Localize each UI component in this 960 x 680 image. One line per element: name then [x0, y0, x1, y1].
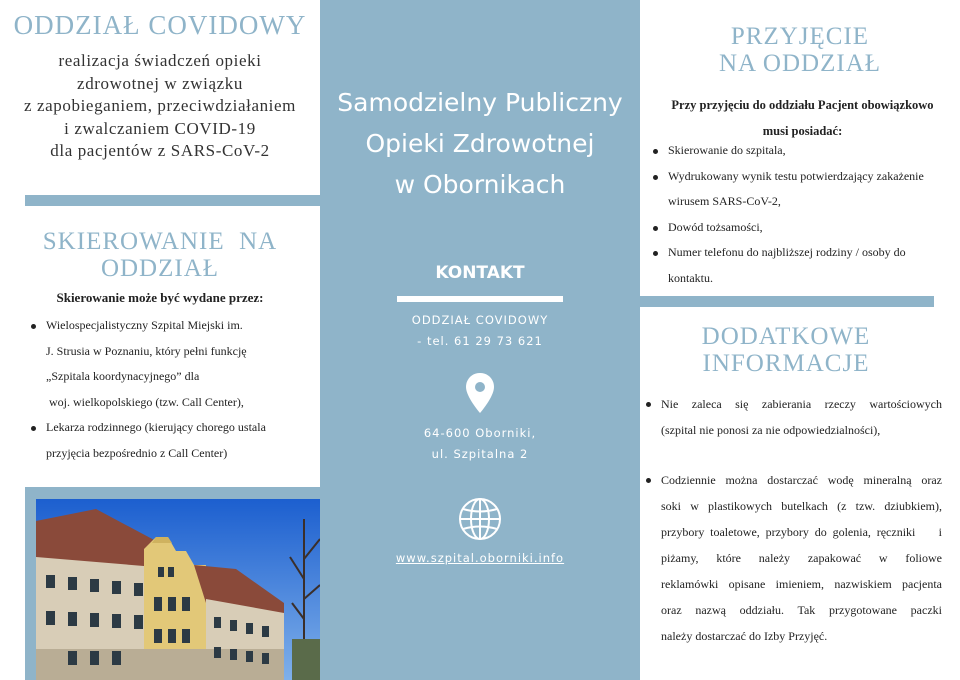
- bullet-icon: [653, 149, 658, 154]
- covid-ward-title: ODDZIAŁ COVIDOWY: [13, 10, 307, 40]
- covid-ward-subtitle: [0, 50, 320, 163]
- bullet-icon: [653, 226, 658, 231]
- list-item: [653, 240, 948, 291]
- list-item-line: Dowód tożsamości,: [668, 219, 763, 234]
- contact-underline: [397, 296, 563, 302]
- bullet-icon: [653, 175, 658, 180]
- list-item-line: Wydrukowany wynik testu potwierdzający zakażenie: [668, 168, 924, 183]
- referral-lead: Skierowanie może być wydane przez:: [56, 290, 264, 305]
- list-item: [653, 138, 948, 164]
- list-item-line: (szpital nie ponosi za nie odpowiedzialności),: [661, 423, 881, 437]
- admission-lead-line: musi posiadać:: [762, 124, 843, 138]
- list-item-line: kontaktu.: [668, 270, 713, 285]
- additional-info-item: [646, 467, 942, 649]
- referral-title-line: SKIEROWANIE NA: [42, 228, 278, 255]
- additional-info-title-line: DODATKOWE: [701, 323, 871, 350]
- subtitle-line: zdrowotnej w związku: [77, 73, 243, 93]
- additional-info-item: [646, 391, 942, 443]
- admission-lead: [660, 92, 945, 144]
- list-item-line: Nie zaleca się zabierania rzeczy wartościowych: [661, 397, 942, 411]
- list-item-line: Codziennie można dostarczać wodę mineralną oraz: [661, 473, 942, 487]
- address-line: 64-600 Oborniki,: [423, 426, 537, 440]
- list-item-line: „Szpitala koordynacyjnego” dla: [46, 369, 200, 383]
- list-item: [653, 164, 948, 215]
- list-item-line: Numer telefonu do najbliższej rodziny / osoby do: [668, 245, 906, 259]
- subtitle-line: realizacja świadczeń opieki: [58, 51, 262, 70]
- institution-name-line: w Obornikach: [394, 170, 566, 199]
- list-item-line: oraz nazwą oddziału. Tak przygotowane paczki: [661, 603, 942, 617]
- list-item-line: Skierowanie do szpitala,: [668, 143, 786, 157]
- referral-list: [31, 313, 311, 466]
- bullet-icon: [31, 324, 36, 329]
- contact-heading: KONTAKT: [435, 263, 525, 283]
- phone-number[interactable]: - tel. 61 29 73 621: [417, 334, 543, 348]
- bullet-icon: [646, 478, 651, 483]
- list-item-line: piżamy, które należy zapakować w foliowe: [661, 551, 942, 565]
- list-item: [646, 391, 942, 443]
- location-pin-icon: [466, 373, 494, 418]
- referral-title-line: ODDZIAŁ: [100, 255, 220, 282]
- additional-info-title: [640, 323, 932, 377]
- list-item-line: przyjęcia bezpośrednio z Call Center): [46, 445, 228, 460]
- admission-list: [653, 138, 948, 291]
- bullet-icon: [646, 402, 651, 407]
- website-link[interactable]: www.szpital.oborniki.info: [395, 551, 565, 565]
- list-item-line: woj. wielkopolskiego (tzw. Call Center),: [46, 394, 244, 409]
- institution-name: [320, 82, 640, 205]
- list-item-line: J. Strusia w Poznaniu, który pełni funkcję: [46, 343, 247, 358]
- list-item-line: Wielospecjalistyczny Szpital Miejski im.: [46, 318, 243, 332]
- admission-title-line: PRZYJĘCIE: [730, 23, 870, 50]
- additional-info-title-line: INFORMACJE: [702, 350, 870, 377]
- admission-title-line: NA ODDZIAŁ: [718, 50, 882, 77]
- referral-title: [0, 228, 320, 282]
- address-line: ul. Szpitalna 2: [431, 447, 529, 461]
- bullet-icon: [653, 251, 658, 256]
- list-item-line: należy dostarczać do Izby Przyjęć.: [661, 629, 828, 643]
- department-label: ODDZIAŁ COVIDOWY: [411, 313, 549, 327]
- subtitle-line: dla pacjentów z SARS-CoV-2: [50, 141, 270, 160]
- list-item: [646, 467, 942, 649]
- hospital-building-photo: [36, 499, 320, 680]
- list-item-line: soki w plastikowych butelkach (z tzw. dziubkiem),: [661, 499, 942, 513]
- list-item-line: przybory toaletowe, przybory do golenia, ręczniki i: [661, 525, 942, 539]
- institution-name-line: Opieki Zdrowotnej: [365, 129, 595, 158]
- bullet-icon: [31, 426, 36, 431]
- list-item-line: reklamówki opisane imieniem, nazwiskiem pacjenta: [661, 577, 942, 591]
- institution-name-line: Samodzielny Publiczny: [337, 88, 623, 117]
- divider-bar: [25, 195, 320, 206]
- list-item: [31, 415, 311, 466]
- list-item: [31, 313, 311, 415]
- list-item: [653, 215, 948, 241]
- admission-title: [640, 23, 960, 77]
- admission-lead-line: Przy przyjęciu do oddziału Pacjent obowiązkowo: [671, 98, 934, 112]
- globe-icon: [458, 497, 502, 546]
- subtitle-line: z zapobieganiem, przeciwdziałaniem: [24, 96, 296, 115]
- subtitle-line: i zwalczaniem COVID-19: [64, 118, 256, 138]
- divider-bar: [640, 296, 934, 307]
- list-item-line: Lekarza rodzinnego (kierujący chorego ustala: [46, 420, 266, 434]
- list-item-line: wirusem SARS-CoV-2,: [668, 194, 781, 208]
